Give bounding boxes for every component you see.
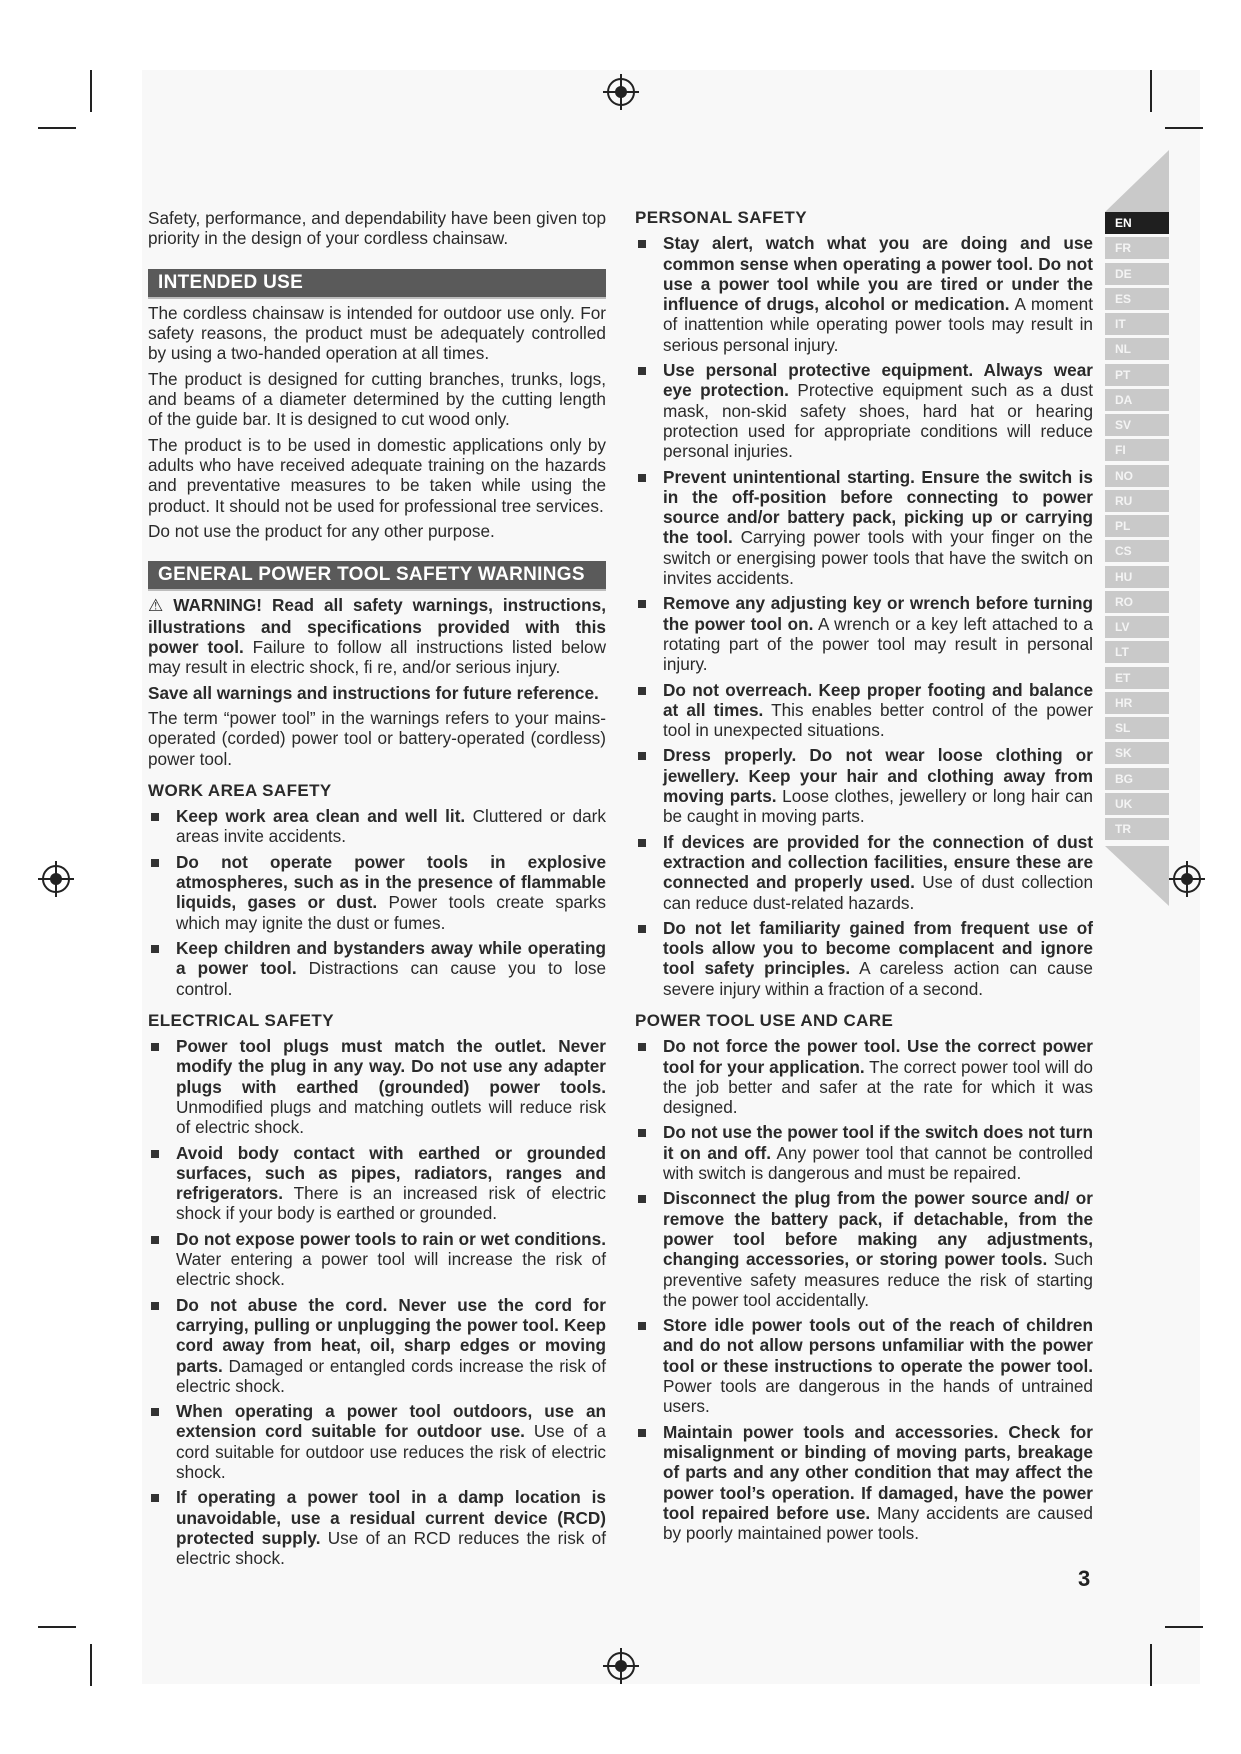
item-bold: Do not force the power tool. Use the correct power tool for your application. xyxy=(663,1036,1093,1077)
item-bold: Power tool plugs must match the outlet. Never modify the plug in any way. Do not use any adapter plugs with earthed (grounded) power tools. xyxy=(176,1036,606,1097)
item-text: Power tools are dangerous in the hands of untrained users. xyxy=(663,1376,1093,1417)
bullet-icon xyxy=(151,1150,159,1158)
item-bold: If operating a power tool in a damp location is unavoidable, use a residual current device (RCD) protected supply. xyxy=(176,1487,606,1548)
list-item xyxy=(635,1188,1093,1310)
item-text: Cluttered or dark areas invite accidents. xyxy=(176,806,606,847)
registration-mark-icon xyxy=(607,78,635,106)
bullet-icon xyxy=(638,240,646,248)
tab-lang-fr[interactable]: FR xyxy=(1105,237,1169,259)
crop-mark xyxy=(1150,1644,1152,1686)
list-item xyxy=(148,852,606,933)
crop-mark xyxy=(38,127,76,129)
list-item xyxy=(635,360,1093,461)
bullet-icon xyxy=(638,1129,646,1137)
tab-lang-en[interactable]: EN xyxy=(1105,212,1169,234)
list-item xyxy=(635,745,1093,826)
item-bold: Do not overreach. Keep proper footing and balance at all times. xyxy=(663,679,1093,720)
bullet-icon xyxy=(151,813,159,821)
right-column xyxy=(635,208,1093,1548)
item-text: Any power tool that cannot be controlled with switch is dangerous and must be repaired. xyxy=(663,1142,1093,1184)
item-text: A careless action can cause severe injury within a fraction of a second. xyxy=(663,958,1093,999)
tab-lang-uk[interactable]: UK xyxy=(1105,793,1169,815)
item-text: Many accidents are caused by poorly maintained power tools. xyxy=(663,1502,1093,1544)
item-text: The correct power tool will do the job better and safer at the rate for which it was designed. xyxy=(663,1056,1093,1118)
bullet-icon xyxy=(638,600,646,608)
item-text: A wrench or a key left attached to a rotating part of the power tool may result in personal injury. xyxy=(663,613,1093,675)
tool-use-list xyxy=(635,1036,1093,1543)
language-tabs xyxy=(1105,212,1169,843)
subheading-electrical: ELECTRICAL SAFETY xyxy=(148,1010,334,1030)
item-bold: Use personal protective equipment. Always wear eye protection. xyxy=(663,360,1093,401)
list-item xyxy=(148,1036,606,1137)
tab-lang-sl[interactable]: SL xyxy=(1105,717,1169,739)
item-text: Power tools create sparks which may ignite the dust or fumes. xyxy=(176,892,606,933)
list-item xyxy=(635,1122,1093,1183)
item-bold: Keep children and bystanders away while operating a power tool. xyxy=(176,937,606,979)
item-bold: Prevent unintentional starting. Ensure the switch is in the off-position before connecting to power source and/or battery pack, picking up or carrying the tool. xyxy=(663,466,1093,548)
item-bold: Dress properly. Do not wear loose clothing or jewellery. Keep your hair and clothing away from moving parts. xyxy=(663,745,1093,807)
list-item xyxy=(635,1315,1093,1416)
save-instructions xyxy=(148,683,606,703)
bullet-icon xyxy=(638,752,646,760)
tab-lang-hr[interactable]: HR xyxy=(1105,692,1169,714)
subheading-work-area: WORK AREA SAFETY xyxy=(148,780,332,800)
subheading-personal: PERSONAL SAFETY xyxy=(635,208,807,227)
crop-mark xyxy=(38,1626,76,1628)
item-text: Distractions can cause you to lose control. xyxy=(176,958,606,999)
item-text: Damaged or entangled cords increase the risk of electric shock. xyxy=(176,1355,606,1396)
list-item xyxy=(148,1401,606,1482)
list-item xyxy=(635,1422,1093,1544)
list-item xyxy=(635,233,1093,355)
paragraph: The cordless chainsaw is intended for outdoor use only. For safety reasons, the product must be adequately controlled by using a two-handed operation at all times. xyxy=(148,302,606,364)
list-item xyxy=(635,918,1093,999)
item-bold: Do not use the power tool if the switch does not turn it on and off. xyxy=(663,1122,1093,1163)
warning-text: Failure to follow all instructions listed below may result in electric shock, fi re, and/or serious injury. xyxy=(148,637,606,678)
item-text: Use of dust collection can reduce dust-related hazards. xyxy=(663,872,1093,913)
tab-lang-ru[interactable]: RU xyxy=(1105,490,1169,512)
warning-triangle-icon: ⚠ xyxy=(148,596,164,616)
tab-lang-sv[interactable]: SV xyxy=(1105,414,1169,436)
list-item xyxy=(635,593,1093,674)
bullet-icon xyxy=(151,1494,159,1502)
item-bold: Maintain power tools and accessories. Check for misalignment or binding of moving parts, breakage of parts and any other condition that may affect the power tool’s operation. If damaged, have the power tool repaired before use. xyxy=(663,1421,1093,1523)
item-text: There is an increased risk of electric shock if your body is earthed or grounded. xyxy=(176,1183,606,1224)
item-text: Unmodified plugs and matching outlets will reduce risk of electric shock. xyxy=(176,1096,606,1138)
tab-lang-fi[interactable]: FI xyxy=(1105,439,1169,461)
page-number: 3 xyxy=(1078,1566,1091,1591)
power-tool-term: The term “power tool” in the warnings refers to your mains-operated (corded) power tool or battery-operated (cordless) power tool. xyxy=(148,707,606,769)
registration-mark-icon xyxy=(1173,865,1201,893)
item-text: Protective equipment such as a dust mask, non-skid safety shoes, hard hat or hearing protection used for appropriate conditions will reduce personal injuries. xyxy=(663,380,1093,462)
bullet-icon xyxy=(151,1408,159,1416)
item-text: Water entering a power tool will increase the risk of electric shock. xyxy=(176,1249,606,1290)
list-item xyxy=(148,1229,606,1290)
item-bold: When operating a power tool outdoors, use an extension cord suitable for outdoor use. xyxy=(176,1401,606,1442)
tab-lang-pt[interactable]: PT xyxy=(1105,364,1169,386)
item-bold: Store idle power tools out of the reach of children and do not allow persons unfamiliar with the power tool or these instructions to operate the power tool. xyxy=(663,1315,1093,1376)
bullet-icon xyxy=(638,1429,646,1437)
bullet-icon xyxy=(151,1043,159,1051)
section-heading-intended-use: INTENDED USE xyxy=(148,269,606,299)
bullet-icon xyxy=(151,859,159,867)
paragraph: The product is to be used in domestic applications only by adults who have received adequate training on the hazards and preventative measures to be taken while using the product. It should not be used for professional tree services. xyxy=(148,434,606,516)
warning-paragraph xyxy=(148,595,606,677)
save-instructions-text: Save all warnings and instructions for future reference. xyxy=(148,682,599,703)
list-item xyxy=(635,1036,1093,1117)
list-item xyxy=(148,1143,606,1224)
list-item xyxy=(148,806,606,847)
list-item xyxy=(635,467,1093,589)
item-text: Carrying power tools with your finger on the switch or energising power tools that have the switch on invites accidents. xyxy=(663,527,1093,589)
tab-lang-pl[interactable]: PL xyxy=(1105,515,1169,537)
tab-lang-sk[interactable]: SK xyxy=(1105,742,1169,764)
tab-lang-da[interactable]: DA xyxy=(1105,389,1169,411)
paragraph: Do not use the product for any other purpose. xyxy=(148,520,495,541)
tab-lang-tr[interactable]: TR xyxy=(1105,818,1169,840)
item-text: Such preventive safety measures reduce the risk of starting the power tool accidentally. xyxy=(663,1249,1093,1310)
registration-mark-icon xyxy=(607,1652,635,1680)
tab-lang-nl[interactable]: NL xyxy=(1105,338,1169,360)
tab-lang-no[interactable]: NO xyxy=(1105,465,1169,487)
item-text: This enables better control of the power tool in unexpected situations. xyxy=(663,699,1094,741)
left-column xyxy=(148,208,606,1574)
tab-lang-cs[interactable]: CS xyxy=(1105,540,1169,562)
tab-lang-it[interactable]: IT xyxy=(1105,313,1169,335)
item-bold: Disconnect the plug from the power source and/ or remove the battery pack, if detachable, from the power tool before making any adjustments, changing accessories, or storing power tools. xyxy=(663,1188,1093,1270)
item-bold: Remove any adjusting key or wrench before turning the power tool on. xyxy=(663,593,1093,634)
crop-mark xyxy=(90,70,92,112)
crop-mark xyxy=(1165,127,1203,129)
list-item xyxy=(635,832,1093,913)
item-bold: Do not abuse the cord. Never use the cord for carrying, pulling or unplugging the power tool. Keep cord away from heat, oil, sharp edges or moving parts. xyxy=(176,1294,606,1376)
bullet-icon xyxy=(638,1043,646,1051)
list-item xyxy=(635,680,1093,741)
list-item xyxy=(148,938,606,999)
subheading-tool-use: POWER TOOL USE AND CARE xyxy=(635,1010,894,1030)
tab-lang-ro[interactable]: RO xyxy=(1105,591,1169,613)
item-bold: Do not expose power tools to rain or wet conditions. xyxy=(176,1228,606,1249)
crop-mark xyxy=(90,1644,92,1686)
tab-lang-de[interactable]: DE xyxy=(1105,263,1169,285)
list-item xyxy=(148,1295,606,1396)
item-bold: Stay alert, watch what you are doing and use common sense when operating a power tool. Do not use a power tool while you are tired or under the influence of drugs, alcohol or medication. xyxy=(663,233,1093,315)
item-bold: Avoid body contact with earthed or grounded surfaces, such as pipes, radiators, ranges and refrigerators. xyxy=(176,1142,606,1204)
bullet-icon xyxy=(638,1322,646,1330)
tab-lang-bg[interactable]: BG xyxy=(1105,768,1169,790)
bullet-icon xyxy=(638,687,646,695)
bullet-icon xyxy=(151,945,159,953)
item-bold: If devices are provided for the connection of dust extraction and collection facilities, ensure these are connected and properly used. xyxy=(663,831,1093,893)
item-bold: Do not let familiarity gained from frequent use of tools allow you to become complacent and ignore tool safety principles. xyxy=(663,917,1093,979)
tab-lang-et[interactable]: ET xyxy=(1105,667,1169,689)
bullet-icon xyxy=(638,925,646,933)
bullet-icon xyxy=(638,367,646,375)
paragraph: The product is designed for cutting branches, trunks, logs, and beams of a diameter determined by the cutting length of the guide bar. It is designed to cut wood only. xyxy=(148,368,606,430)
tab-lang-lt[interactable]: LT xyxy=(1105,641,1169,663)
warning-bold: WARNING! Read all safety warnings, instructions, illustrations and specifications provided with this power tool. xyxy=(148,595,606,658)
crop-mark xyxy=(1165,1626,1203,1628)
item-bold: Do not operate power tools in explosive atmospheres, such as in the presence of flammable liquids, gases or dust. xyxy=(176,851,606,913)
tab-lang-es[interactable]: ES xyxy=(1105,288,1169,310)
language-strip-top xyxy=(1105,150,1169,212)
bullet-icon xyxy=(638,839,646,847)
item-text: Use of a cord suitable for outdoor use reduces the risk of electric shock. xyxy=(176,1421,606,1483)
tab-lang-hu[interactable]: HU xyxy=(1105,566,1169,588)
work-area-list xyxy=(148,806,606,999)
item-bold: Keep work area clean and well lit. xyxy=(176,806,466,827)
item-text: A moment of inattention while operating power tools may result in serious personal injury. xyxy=(663,294,1093,355)
bullet-icon xyxy=(638,474,646,482)
list-item xyxy=(148,1487,606,1568)
intro-paragraph: Safety, performance, and dependability have been given top priority in the design of your cordless chainsaw. xyxy=(148,208,606,249)
personal-list xyxy=(635,233,1093,999)
bullet-icon xyxy=(151,1302,159,1310)
item-text: Loose clothes, jewellery or long hair can be caught in moving parts. xyxy=(663,786,1093,827)
bullet-icon xyxy=(151,1236,159,1244)
electrical-list xyxy=(148,1036,606,1568)
registration-mark-icon xyxy=(42,865,70,893)
crop-mark xyxy=(1150,70,1152,112)
tab-lang-lv[interactable]: LV xyxy=(1105,616,1169,638)
item-text: Use of an RCD reduces the risk of electric shock. xyxy=(176,1527,606,1569)
section-heading-general-warnings: GENERAL POWER TOOL SAFETY WARNINGS xyxy=(148,561,606,591)
bullet-icon xyxy=(638,1195,646,1203)
language-strip-bottom xyxy=(1105,846,1169,906)
